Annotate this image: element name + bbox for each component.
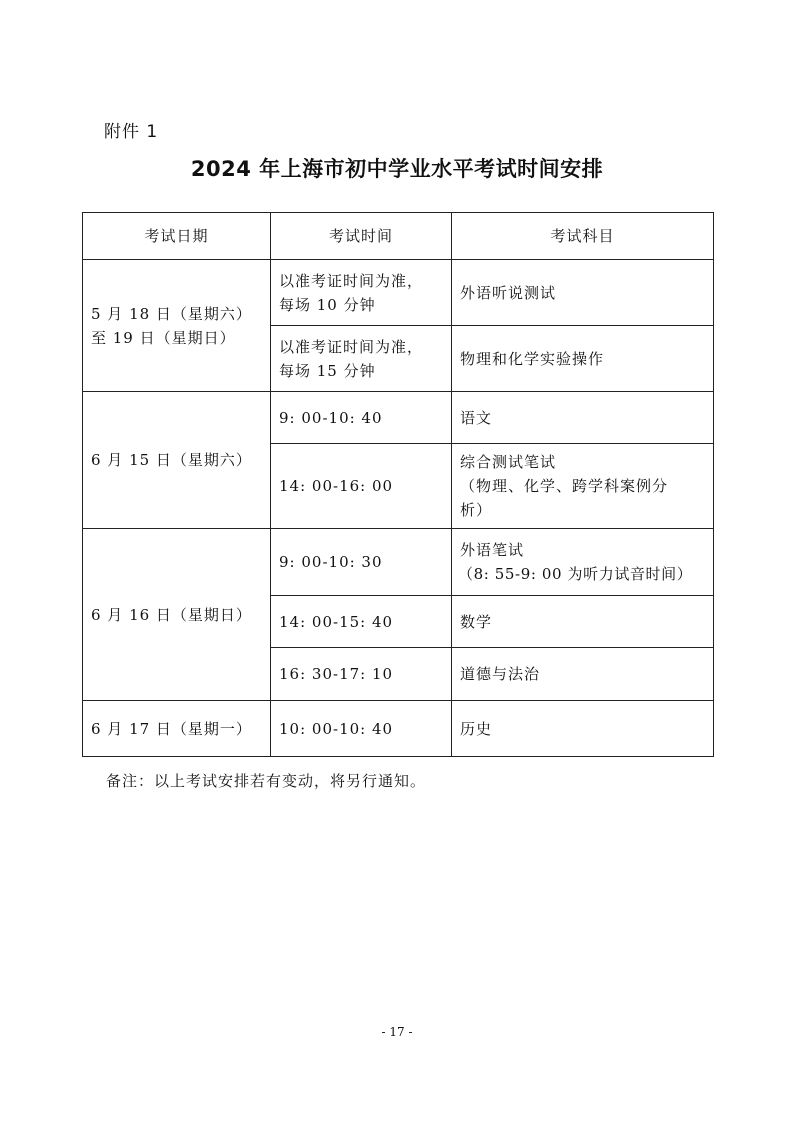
time-cell (271, 701, 452, 757)
table-row (83, 701, 714, 757)
date-line: 至 19 日（星期日） (91, 328, 236, 347)
time-cell (271, 648, 452, 701)
subject-line: （物理、化学、跨学科案例分 (460, 477, 669, 495)
subject-line: 语文 (460, 408, 493, 427)
time-cell (271, 326, 452, 392)
subject-cell (452, 648, 714, 701)
table-row (83, 260, 714, 326)
table-header-row (83, 213, 714, 260)
date-cell (83, 260, 271, 392)
header-exam-date: 考试日期 (83, 213, 271, 260)
time-cell (271, 529, 452, 596)
exam-schedule-table (82, 212, 714, 757)
time-line: 以准考证时间为准， (279, 337, 424, 356)
subject-line: 数学 (460, 612, 493, 631)
subject-line: 物理和化学实验操作 (460, 349, 605, 368)
time-line: 每场 15 分钟 (279, 361, 376, 380)
time-line: 14: 00-15: 40 (279, 612, 394, 631)
time-line: 9: 00-10: 40 (279, 408, 383, 427)
subject-line: 外语听说测试 (460, 283, 557, 302)
time-cell (271, 444, 452, 529)
date-line: 6 月 17 日（星期一） (91, 719, 252, 738)
attachment-label: 附件 1 (104, 122, 159, 142)
time-cell (271, 260, 452, 326)
time-line: 每场 10 分钟 (279, 295, 376, 314)
header-exam-time: 考试时间 (271, 213, 452, 260)
subject-cell (452, 392, 714, 444)
subject-line: （8: 55-9: 00 为听力试音时间） (458, 565, 693, 583)
table-row (83, 392, 714, 444)
time-cell (271, 392, 452, 444)
time-line: 16: 30-17: 10 (279, 665, 394, 683)
subject-cell (452, 326, 714, 392)
subject-cell (452, 596, 714, 648)
date-line: 6 月 15 日（星期六） (91, 451, 252, 469)
subject-cell (452, 701, 714, 757)
date-cell (83, 529, 271, 701)
table-row (83, 529, 714, 596)
remark-note: 备注：以上考试安排若有变动，将另行通知。 (106, 772, 427, 790)
date-cell (83, 392, 271, 529)
page-title: 2024 年上海市初中学业水平考试时间安排 (190, 157, 604, 181)
date-line: 5 月 18 日（星期六） (91, 304, 252, 323)
subject-line: 析） (460, 501, 493, 519)
page-number: - 17 - (381, 1025, 413, 1039)
subject-cell (452, 444, 714, 529)
time-cell (271, 596, 452, 648)
date-line: 6 月 16 日（星期日） (91, 605, 252, 624)
time-line: 9: 00-10: 30 (279, 553, 383, 571)
header-exam-subject: 考试科目 (452, 213, 714, 260)
subject-line: 综合测试笔试 (460, 453, 557, 471)
subject-cell (452, 260, 714, 326)
time-line: 14: 00-16: 00 (279, 477, 394, 495)
time-line: 10: 00-10: 40 (279, 719, 394, 738)
date-cell (83, 701, 271, 757)
subject-cell (452, 529, 714, 596)
subject-line: 外语笔试 (460, 541, 525, 559)
subject-line: 道德与法治 (460, 665, 541, 683)
subject-line: 历史 (460, 719, 493, 738)
time-line: 以准考证时间为准， (279, 271, 424, 290)
